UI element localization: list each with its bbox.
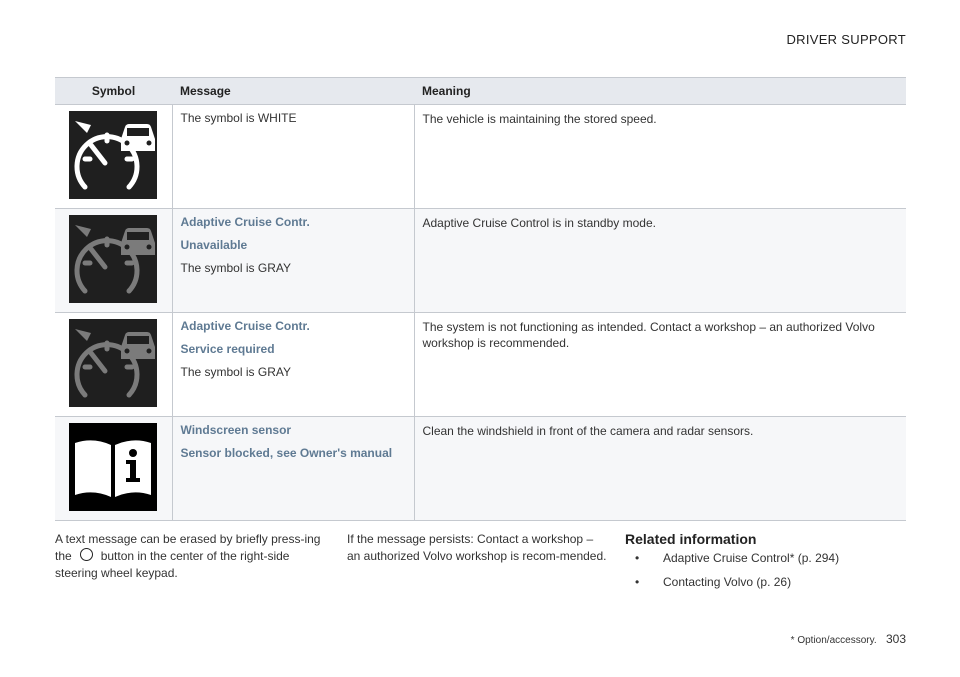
meaning-cell — [414, 105, 906, 209]
meaning-text: Clean the windshield in front of the camera and radar sensors. — [422, 424, 754, 438]
message-title: Windscreen sensor — [180, 423, 292, 437]
related-link[interactable] — [625, 550, 915, 567]
column-header-message: Message — [172, 78, 414, 105]
cruise-control-active-icon — [69, 111, 157, 199]
section-title: DRIVER SUPPORT — [786, 32, 906, 47]
meaning-text: Adaptive Cruise Control is in standby mode. — [422, 216, 656, 230]
message-text: The symbol is WHITE — [180, 111, 297, 125]
meaning-text: The system is not functioning as intended. Contact a workshop – an authorized Volvo workshop is recommended. — [422, 320, 875, 350]
symbol-cell — [55, 417, 172, 521]
message-title: Adaptive Cruise Contr. — [180, 215, 310, 229]
erase-message-paragraph — [55, 531, 330, 582]
table-row — [55, 209, 906, 313]
owners-manual-info-icon — [69, 423, 157, 511]
footnote: * Option/accessory. — [790, 635, 877, 646]
page-footer — [791, 632, 906, 646]
message-cell — [172, 209, 414, 313]
column-header-symbol: Symbol — [55, 78, 172, 105]
message-title: Adaptive Cruise Contr. — [180, 319, 310, 333]
meaning-cell — [414, 209, 906, 313]
steering-wheel-button-icon — [80, 548, 93, 561]
message-subtitle: Unavailable — [180, 238, 248, 252]
message-cell — [172, 417, 414, 521]
table-row — [55, 105, 906, 209]
message-subtitle: Service required — [180, 342, 275, 356]
message-text: The symbol is GRAY — [180, 365, 291, 379]
related-heading: Related information — [625, 531, 757, 547]
related-link-text[interactable]: Adaptive Cruise Control* (p. 294) — [663, 551, 840, 565]
related-list — [625, 550, 915, 591]
message-table — [55, 77, 906, 521]
related-link-text[interactable]: Contacting Volvo (p. 26) — [663, 575, 792, 589]
bullet: • — [635, 575, 640, 589]
paragraph-text-before: A text message can be erased by briefly press-ing the — [55, 532, 321, 563]
symbol-cell — [55, 209, 172, 313]
cruise-control-fault-icon — [69, 319, 157, 407]
related-information — [625, 531, 915, 598]
meaning-cell — [414, 313, 906, 417]
symbol-cell — [55, 105, 172, 209]
message-text: The symbol is GRAY — [180, 261, 291, 275]
cruise-control-standby-icon — [69, 215, 157, 303]
meaning-cell — [414, 417, 906, 521]
meaning-text: The vehicle is maintaining the stored speed. — [422, 112, 657, 126]
persist-message-paragraph: If the message persists: Contact a workshop – an authorized Volvo workshop is recom-mended. — [347, 532, 607, 563]
bullet: • — [635, 551, 640, 565]
message-cell — [172, 313, 414, 417]
table-row — [55, 313, 906, 417]
page-number: 303 — [885, 632, 906, 646]
message-subtitle: Sensor blocked, see Owner's manual — [180, 446, 393, 460]
column-header-meaning: Meaning — [414, 78, 906, 105]
symbol-cell — [55, 313, 172, 417]
paragraph-text-after: button in the center of the right-side steering wheel keypad. — [55, 549, 290, 580]
table-header-row — [55, 78, 906, 105]
message-cell — [172, 105, 414, 209]
related-link[interactable] — [625, 574, 915, 591]
table-row — [55, 417, 906, 521]
